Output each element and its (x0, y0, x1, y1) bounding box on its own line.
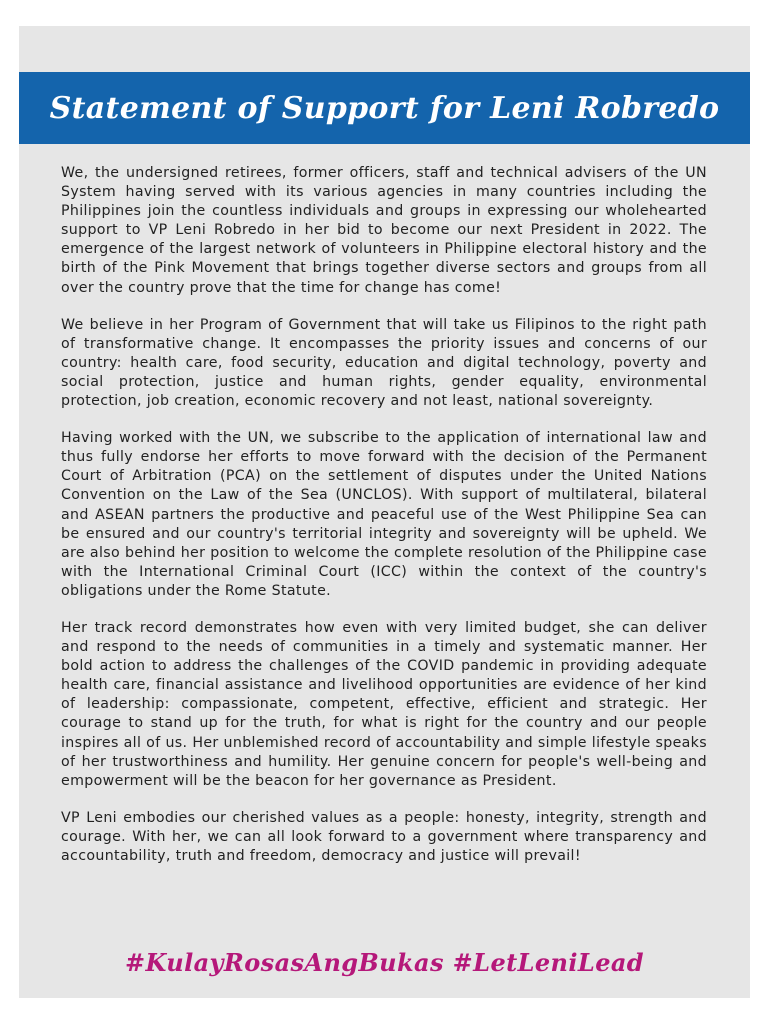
paragraph-4: Her track record demonstrates how even with very limited budget, she can deliver and respond to the needs of communities in a timely and systematic manner. Her bold action to address the challenges of the COVID pandemic in providing adequate health care, financial assistance and livelihood opportunities are evidence of her kind of leadership: compassionate, competent, effective, efficient and strategic. Her courage to stand up for the truth, for what is right for the country and our people inspires all of us. Her unblemished record of accountability and simple lifestyle speaks of her trustworthiness and humility. Her genuine concern for people's well-being and empowerment will be the beacon for her governance as President. (61, 619, 707, 789)
paragraph-5: VP Leni embodies our cherished values as a people: honesty, integrity, strength and courage. With her, we can all look forward to a government where transparency and accountability, truth and freedom, democracy and justice will prevail! (61, 809, 707, 864)
paragraph-2: We believe in her Program of Government that will take us Filipinos to the right path of transformative change. It encompasses the priority issues and concerns of our country: health care, food security, education and digital technology, poverty and social protection, justice and human rights, gender equality, environmental protection, job creation, economic recovery and not least, national sovereignty. (61, 316, 707, 410)
hashtag-line: #KulayRosasAngBukas #LetLeniLead (125, 948, 644, 977)
paragraph-3: Having worked with the UN, we subscribe to the application of international law and thus fully endorse her efforts to move forward with the decision of the Permanent Court of Arbitration (PCA) on the settlement of disputes under the United Nations Convention on the Law of the Sea (UNCLOS). With support of multilateral, bilateral and ASEAN partners the productive and peaceful use of the West Philippine Sea can be ensured and our country's territorial integrity and sovereignty will be upheld. We are also behind her position to welcome the complete resolution of the Philippine case with the International Criminal Court (ICC) within the context of the country's obligations under the Rome Statute. (61, 430, 707, 599)
document-title: Statement of Support for Leni Robredo (49, 90, 720, 126)
statement-body (61, 164, 707, 884)
title-banner (19, 72, 750, 144)
paragraph-1: We, the undersigned retirees, former officers, staff and technical advisers of the UN System having served with its various agencies in many countries including the Philippines join the countless individuals and groups in expressing our wholehearted support to VP Leni Robredo in her bid to become our next President in 2022. The emergence of the largest network of volunteers in Philippine electoral history and the birth of the Pink Movement that brings together diverse sectors and groups from all over the country prove that the time for change has come! (61, 165, 707, 296)
statement-sheet (19, 26, 750, 998)
